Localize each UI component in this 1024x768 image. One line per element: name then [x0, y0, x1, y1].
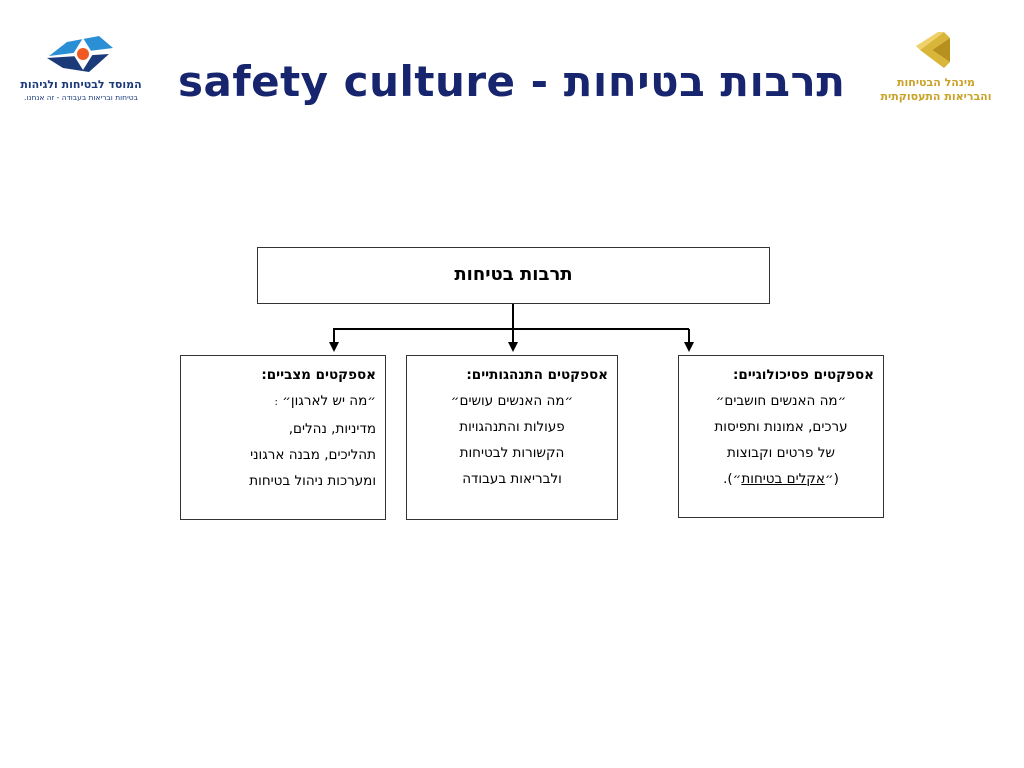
node-psychological-aspects	[678, 355, 884, 518]
situational-line-2: מדיניות, נהלים,	[288, 421, 376, 437]
psychological-heading: אספקטים פסיכולוגיים:	[733, 367, 874, 383]
behavioral-line-3: הקשורות לבטיחות	[459, 445, 565, 461]
psychological-line-4-open: (״	[824, 471, 839, 487]
psychological-line-4-close: ״).	[723, 471, 742, 487]
institute-logo-name: המוסד לבטיחות ולגיהות	[20, 78, 142, 91]
situational-line-1-text: ״מה יש לארגון״	[282, 393, 376, 409]
situational-line-1	[190, 388, 376, 416]
administration-logo-line2: והבריאות התעסוקתית	[880, 90, 992, 103]
node-situational-aspects	[180, 355, 386, 520]
psychological-line-1: ״מה האנשים חושבים״	[715, 393, 847, 409]
psychological-line-4	[688, 466, 874, 492]
situational-line-4: ומערכות ניהול בטיחות	[249, 473, 376, 489]
node-behavioral-aspects	[406, 355, 618, 520]
slide-title: safety culture - תרבות בטיחות	[178, 57, 846, 106]
behavioral-heading: אספקטים התנהגותיים:	[466, 367, 608, 383]
behavioral-line-4: ולבריאות בעבודה	[462, 471, 562, 487]
situational-line-3: תהליכים, מבנה ארגוני	[250, 447, 376, 463]
administration-logo-line1: מינהל הבטיחות	[896, 76, 976, 89]
institute-logo-tagline: בטיחות ובריאות בעבודה - זה אנחנו.	[24, 93, 138, 102]
psychological-safety-climate-term: אקלים בטיחות	[741, 471, 825, 487]
psychological-line-2: ערכים, אמונות ותפיסות	[714, 419, 848, 435]
root-node-safety-culture: תרבות בטיחות	[257, 247, 770, 304]
situational-heading: אספקטים מצביים:	[261, 367, 376, 383]
psychological-line-3: של פרטים וקבוצות	[727, 445, 835, 461]
behavioral-line-2: פעולות והתנהגויות	[459, 419, 565, 435]
situational-line-1-suffix: :	[274, 397, 278, 408]
behavioral-line-1: ״מה האנשים עושים״	[450, 393, 574, 409]
